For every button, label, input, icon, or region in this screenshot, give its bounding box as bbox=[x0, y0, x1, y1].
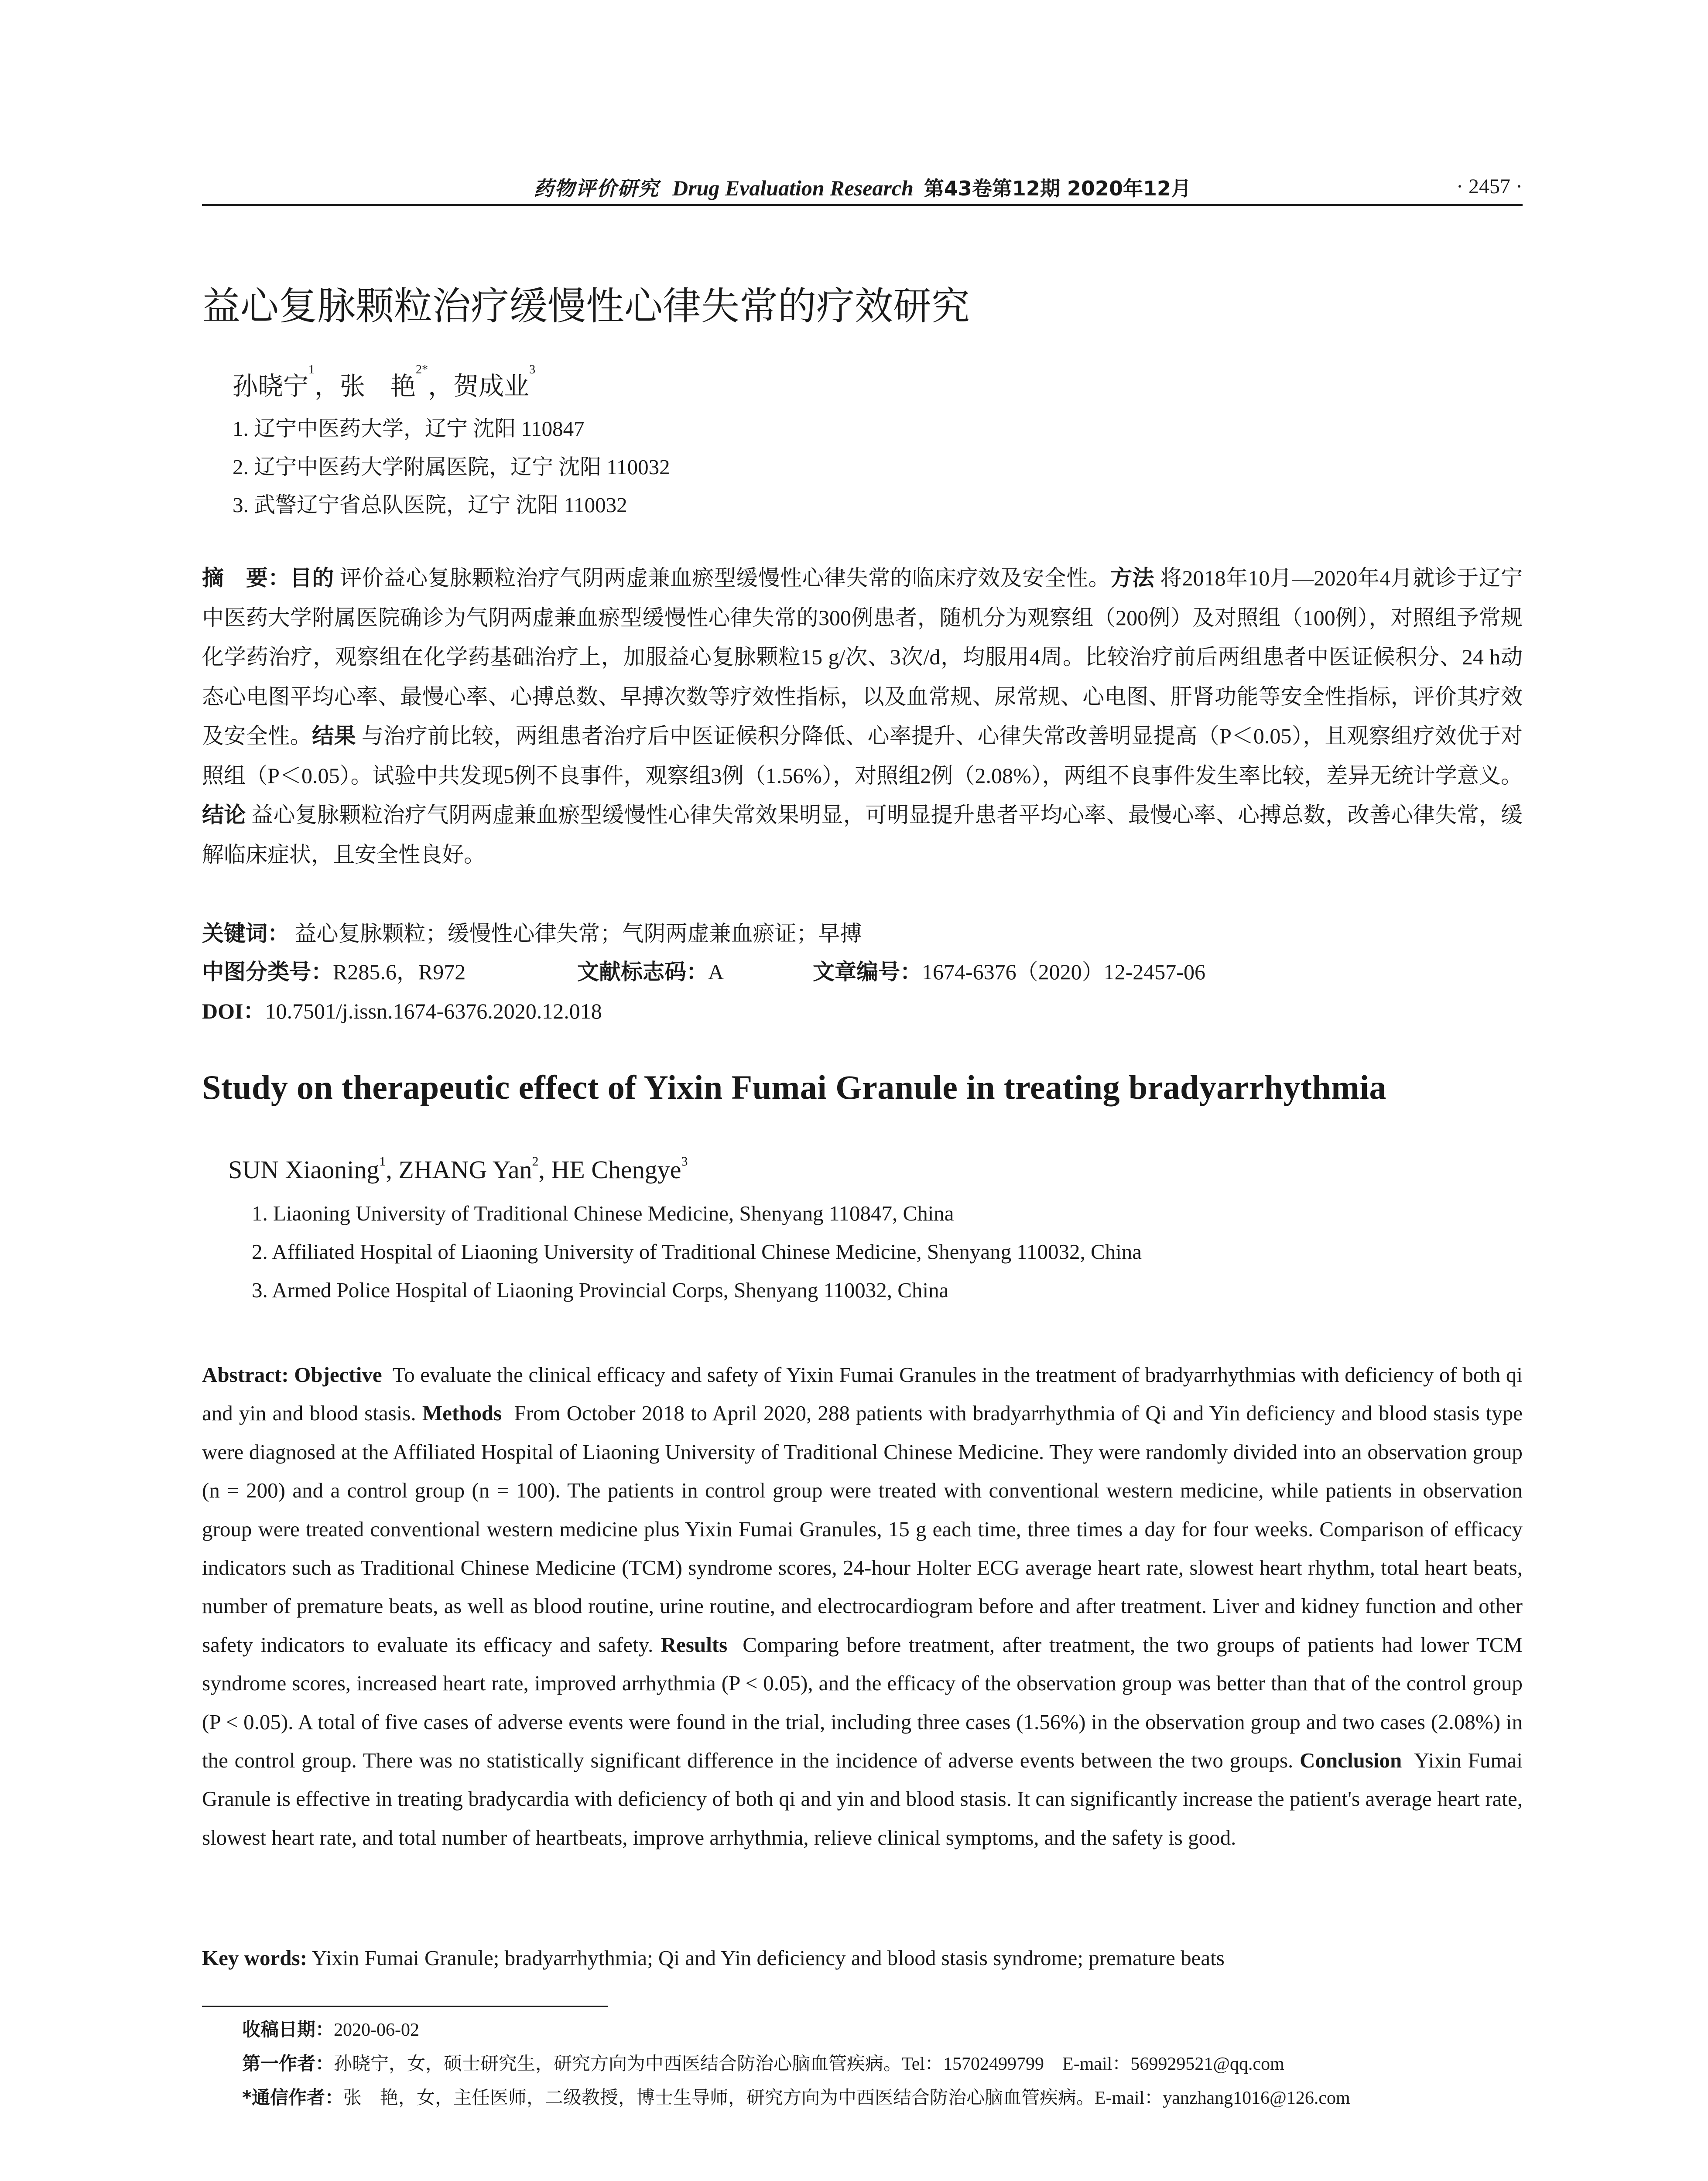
en-abstract-label: Abstract: bbox=[202, 1363, 289, 1387]
en-methods: From October 2018 to April 2020, 288 patients with bradyarrhythmia of Qi and Yin deficiency and blood stasis type were diagnosed at the Affiliated Hospital of Liaoning University of Traditional Chinese Medicine. They were randomly divided into an observation group (n = 200) and a control group (n = 100). The patients in control group were treated with conventional western medicine, while patients in observation group were treated conventional western medicine plus Yixin Fumai Granules, 15 g each time, three times a day for four weeks. Comparison of efficacy indicators such as Traditional Chinese Medicine (TCM) syndrome scores, 24-hour Holter ECG average heart rate, slowest heart rhythm, total heart beats, number of premature beats, as well as blood routine, urine routine, and electrocardiogram before and after treatment. Liver and kidney function and other safety indicators to evaluate its efficacy and safety. bbox=[202, 1401, 1523, 1657]
page-number: · 2457 · bbox=[1456, 175, 1523, 198]
cn-conclusion-label: 结论 bbox=[202, 802, 246, 827]
en-conclusion: Yixin Fumai Granule is effective in treating bradycardia with deficiency of both qi and yin and blood stasis. It can significantly increase the patient's average heart rate, slowest heart rate, and total number of heartbeats, improve arrhythmia, relieve clinical symptoms, and the safety is good. bbox=[202, 1748, 1523, 1849]
cn-affiliation-1: 1. 辽宁中医药大学，辽宁 沈阳 110847 bbox=[233, 417, 585, 441]
cn-doi bbox=[202, 994, 602, 1025]
corresponding-label: *通信作者： bbox=[242, 2087, 343, 2108]
en-authors: SUN Xiaoning$^1$, ZHANG Yan$^2$, HE Chengye$^3$ bbox=[228, 1154, 688, 1184]
cn-author-1: 孙晓宁 bbox=[233, 372, 309, 400]
en-affiliation-1: 1. Liaoning University of Traditional Chinese Medicine, Shenyang 110847, China bbox=[252, 1201, 954, 1225]
en-author-2: ZHANG Yan bbox=[398, 1155, 532, 1184]
cn-author-sep: ， bbox=[428, 372, 454, 400]
en-keywords-text: Yixin Fumai Granule; bradyarrhythmia; Qi and Yin deficiency and blood stasis syndrome; premature beats bbox=[311, 1946, 1225, 1970]
cn-methods: 将2018年10月—2020年4月就诊于辽宁中医药大学附属医院确诊为气阴两虚兼血瘀型缓慢性心律失常的300例患者，随机分为观察组（200例）及对照组（100例），对照组予常规化学药治疗，观察组在化学药基础治疗上，加服益心复脉颗粒15 g/次、3次/d，均服用4周。比较治疗前后两组患者中医证候积分、24 h动态心电图平均心率、最慢心率、心搏总数、早搏次数等疗效性指标，以及血常规、尿常规、心电图、肝肾功能等安全性指标，评价其疗效及安全性。 bbox=[202, 566, 1523, 748]
article-no-value: 1674-6376（2020）12-2457-06 bbox=[922, 960, 1205, 984]
header-journal bbox=[202, 173, 1523, 202]
first-author-value: 孙晓宁，女，硕士研究生，研究方向为中西医结合防治心脑血管疾病。Tel：15702499799 E-mail：569929521@qq.com bbox=[334, 2054, 1284, 2074]
doc-code-label: 文献标志码： bbox=[577, 959, 708, 985]
corresponding-value: 张 艳，女，主任医师，二级教授，博士生导师，研究方向为中西医结合防治心脑血管疾病。E-mail：yanzhang1016@126.com bbox=[343, 2088, 1350, 2108]
clc-group bbox=[202, 954, 577, 986]
cn-title: 益心复脉颗粒治疗缓慢性心律失常的疗效研究 bbox=[202, 284, 970, 328]
cn-conclusion: 益心复脉颗粒治疗气阴两虚兼血瘀型缓慢性心律失常效果明显，可明显提升患者平均心率、最慢心率、心搏总数，改善心律失常，缓解临床症状，且安全性良好。 bbox=[202, 803, 1523, 867]
journal-issue: 第43卷第12期 2020年12月 bbox=[924, 177, 1191, 200]
en-affiliation-3: 3. Armed Police Hospital of Liaoning Provincial Corps, Shenyang 110032, China bbox=[252, 1278, 949, 1302]
en-objective-label: Objective bbox=[294, 1363, 382, 1387]
first-author-label: 第一作者： bbox=[242, 2053, 334, 2074]
en-author-1-sup: 1 bbox=[379, 1154, 386, 1169]
journal-cn-logo: 药物评价研究 bbox=[534, 177, 660, 200]
en-author-2-sup: 2 bbox=[532, 1154, 539, 1169]
en-abstract bbox=[202, 1356, 1523, 1857]
cn-abstract bbox=[202, 558, 1523, 874]
cn-results-label: 结果 bbox=[312, 723, 356, 749]
en-results-label: Results bbox=[661, 1632, 728, 1657]
cn-keywords-text: 益心复脉颗粒；缓慢性心律失常；气阴两虚兼血瘀证；早搏 bbox=[294, 921, 862, 946]
footnote-first-author bbox=[242, 2049, 1284, 2075]
doc-code-value: A bbox=[708, 960, 724, 984]
en-author-3: HE Chengye bbox=[551, 1155, 681, 1184]
cn-objective-label: 目的 bbox=[290, 565, 334, 591]
footnote-received bbox=[242, 2015, 419, 2041]
journal-en-name: Drug Evaluation Research bbox=[672, 176, 914, 200]
en-author-1: SUN Xiaoning bbox=[228, 1155, 380, 1184]
cn-author-3-sup: 3 bbox=[529, 363, 536, 376]
header-rule bbox=[202, 204, 1523, 206]
en-keywords bbox=[202, 1945, 1225, 1970]
cn-abstract-label: 摘 要： bbox=[202, 565, 290, 591]
cn-affiliation-2: 2. 辽宁中医药大学附属医院，辽宁 沈阳 110032 bbox=[233, 455, 670, 479]
cn-objective: 评价益心复脉颗粒治疗气阴两虚兼血瘀型缓慢性心律失常的临床疗效及安全性。 bbox=[339, 566, 1111, 590]
received-label: 收稿日期： bbox=[242, 2019, 334, 2040]
cn-keywords-label: 关键词： bbox=[202, 921, 289, 946]
received-value: 2020-06-02 bbox=[334, 2020, 419, 2040]
en-keywords-label: Key words: bbox=[202, 1946, 307, 1970]
cn-author-3: 贺成业 bbox=[453, 372, 530, 400]
article-no-label: 文章编号： bbox=[813, 959, 922, 985]
en-title: Study on therapeutic effect of Yixin Fumai Granule in treating bradyarrhythmia bbox=[202, 1068, 1386, 1106]
en-methods-label: Methods bbox=[422, 1401, 502, 1426]
en-author-3-sup: 3 bbox=[681, 1154, 688, 1169]
doc-code-group bbox=[577, 954, 813, 986]
footnote-corresponding bbox=[242, 2083, 1350, 2109]
cn-methods-label: 方法 bbox=[1110, 565, 1155, 591]
cn-keywords bbox=[202, 916, 862, 947]
cn-authors bbox=[233, 363, 536, 402]
cn-author-1-sup: 1 bbox=[308, 363, 315, 376]
en-results: Comparing before treatment, after treatment, the two groups of patients had lower TCM syndrome scores, increased heart rate, improved arrhythmia (P < 0.05), and the efficacy of the observation group was better than that of the control group (P < 0.05). A total of five cases of adverse events were found in the trial, including three cases (1.56%) in the observation group and two cases (2.08%) in the control group. There was no statistically significant difference in the incidence of adverse events between the two groups. bbox=[202, 1632, 1523, 1773]
cn-classification-row bbox=[202, 954, 1523, 986]
cn-author-2-sup: 2* bbox=[416, 363, 428, 376]
clc-label: 中图分类号： bbox=[202, 959, 333, 985]
doi-value: 10.7501/j.issn.1674-6376.2020.12.018 bbox=[265, 999, 602, 1023]
doi-label: DOI： bbox=[202, 999, 265, 1023]
cn-affiliation-3: 3. 武警辽宁省总队医院，辽宁 沈阳 110032 bbox=[233, 493, 627, 517]
running-header bbox=[202, 171, 1523, 202]
clc-value: R285.6，R972 bbox=[333, 960, 466, 984]
cn-author-sep: ， bbox=[315, 372, 340, 400]
en-conclusion-label: Conclusion bbox=[1300, 1748, 1402, 1773]
cn-author-2: 张 艳 bbox=[340, 372, 416, 400]
en-affiliation-2: 2. Affiliated Hospital of Liaoning University of Traditional Chinese Medicine, Shenyang 110032, China bbox=[252, 1240, 1142, 1264]
article-no-group bbox=[813, 954, 1205, 986]
cn-results: 与治疗前比较，两组患者治疗后中医证候积分降低、心率提升、心律失常改善明显提高（P＜0.05），且观察组疗效优于对照组（P＜0.05）。试验中共发现5例不良事件，观察组3例（1.56%），对照组2例（2.08%），两组不良事件发生率比较，差异无统计学意义。 bbox=[202, 724, 1523, 788]
footnote-rule bbox=[202, 2006, 608, 2007]
en-objective: To evaluate the clinical efficacy and safety of Yixin Fumai Granules in the treatment of bradyarrhythmias with deficiency of both qi and yin and blood stasis. bbox=[202, 1363, 1523, 1426]
